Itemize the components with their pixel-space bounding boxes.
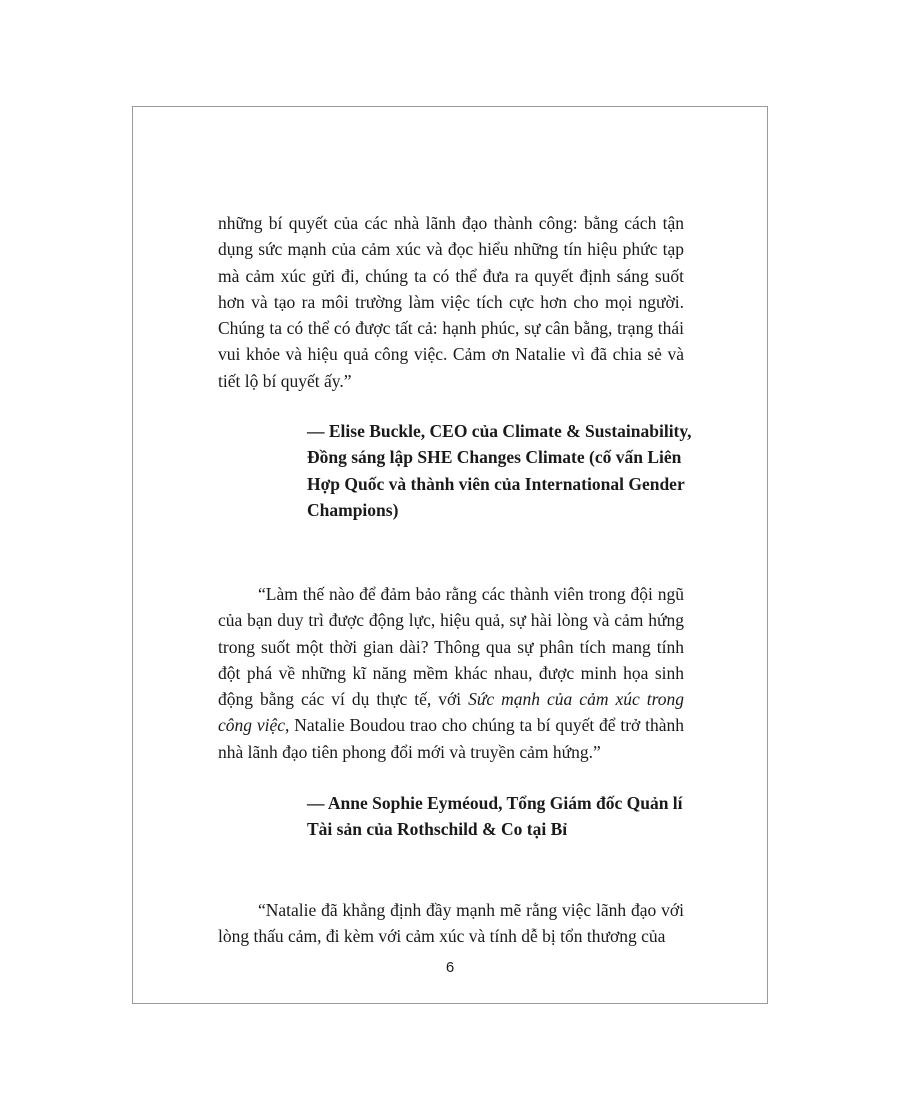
- quote2-text: [218, 581, 684, 765]
- book-page: [132, 106, 768, 1004]
- page-number: 6: [445, 959, 455, 976]
- quote2-book-title: Sức mạnh của cảm xúc trong công việc: [218, 689, 684, 736]
- quote1-text: những bí quyết của các nhà lãnh đạo thành công: bằng cách tận dụng sức mạnh của cảm xúc và đọc hiểu những tín hiệu phức tạp mà cảm xúc gửi đi, chúng ta có thể đưa ra quyết định sáng suốt hơn và tạo ra môi trường làm việc tích cực hơn cho mọi người. Chúng ta có thể có được tất cả: hạnh phúc, sự cân bằng, trạng thái vui khỏe và hiệu quả công việc. Cảm ơn Natalie vì đã chia sẻ và tiết lộ bí quyết ấy.”: [218, 213, 684, 391]
- quote2-attribution: — Anne Sophie Eyméoud, Tổng Giám đốc Quản lí Tài sản của Rothschild & Co tại Bỉ: [307, 793, 683, 840]
- quote1-attribution: — Elise Buckle, CEO của Climate & Sustainability, Đồng sáng lập SHE Changes Climate (cố vấn Liên Hợp Quốc và thành viên của International Gender Champions): [307, 421, 692, 520]
- quote2-text-after: , Natalie Boudou trao cho chúng ta bí quyết để trở thành nhà lãnh đạo tiên phong đổi mới và truyền cảm hứng.”: [218, 715, 684, 762]
- quote2-text-before: “Làm thế nào để đảm bảo rằng các thành viên trong đội ngũ của bạn duy trì được động lực, hiệu quả, sự hài lòng và cảm hứng trong suốt một thời gian dài? Thông qua sự phân tích mang tính đột phá về những kĩ năng mềm khác nhau, được minh họa sinh động bằng các ví dụ thực tế, với: [218, 584, 684, 710]
- quote3-text: “Natalie đã khẳng định đầy mạnh mẽ rằng việc lãnh đạo với lòng thấu cảm, đi kèm với cảm xúc và tính dễ bị tổn thương của: [218, 900, 684, 947]
